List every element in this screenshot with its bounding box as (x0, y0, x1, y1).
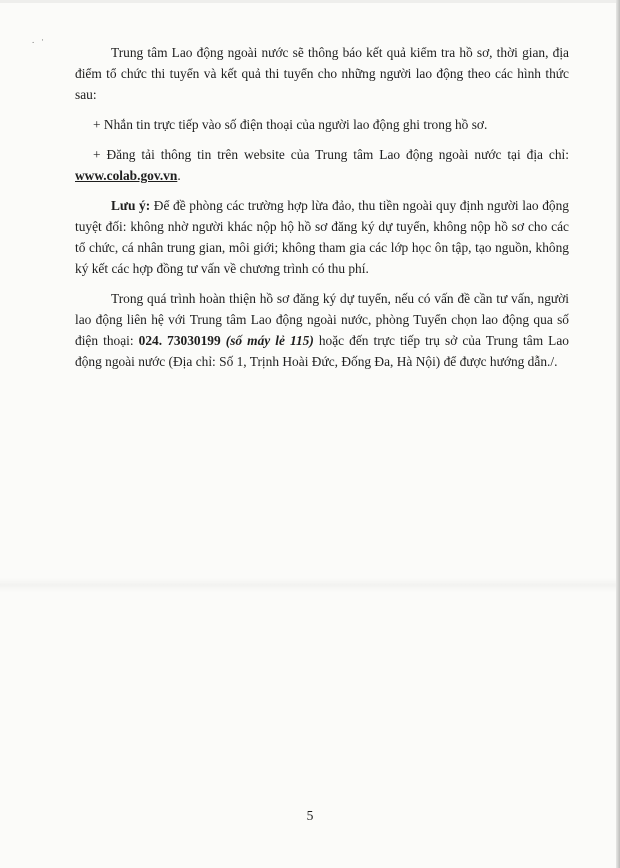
bullet-sms (75, 114, 569, 135)
paper-fold-shadow (0, 578, 616, 592)
contact-text-end: hoặc đến trực tiếp trụ sở của Trung tâm Lao động ngoài nước (Địa chỉ: Số 1, Trịnh Hoài Đức, Đống Đa, Hà Nội) để được hướng dẫn./. (75, 333, 569, 369)
paragraph-contact (75, 288, 569, 372)
paragraph-note (75, 195, 569, 279)
paragraph-notification (75, 42, 569, 105)
document-body (75, 42, 569, 381)
website-link[interactable]: www.colab.gov.vn (75, 168, 178, 183)
bullet-sms-text: + Nhắn tin trực tiếp vào số điện thoại của người lao động ghi trong hồ sơ. (93, 117, 488, 132)
scan-speck-marks: . · (32, 35, 44, 45)
contact-extension: (số máy lẻ 115) (225, 333, 314, 348)
bullet-website (75, 144, 569, 186)
page-number: 5 (306, 808, 314, 823)
note-label: Lưu ý: (111, 198, 151, 213)
bullet-website-text: + Đăng tải thông tin trên website của Trung tâm Lao động ngoài nước tại địa chỉ: (93, 147, 569, 162)
paragraph-notification-text: Trung tâm Lao động ngoài nước sẽ thông báo kết quả kiểm tra hồ sơ, thời gian, địa điểm tổ chức thi tuyển và kết quả thi tuyển cho những người lao động theo các hình thức sau: (75, 45, 569, 102)
contact-phone-number: 024. 73030199 (138, 333, 221, 348)
page-edge-top (0, 0, 620, 3)
bullet-website-end: . (177, 168, 181, 183)
contact-text-start: Trong quá trình hoàn thiện hồ sơ đăng ký dự tuyển, nếu có vấn đề cần tư vấn, người lao động liên hệ với Trung tâm Lao động ngoài nước, phòng Tuyển chọn lao động qua số điện thoại: (75, 291, 569, 348)
page-edge-right (616, 0, 620, 868)
note-text: Để đề phòng các trường hợp lừa đảo, thu tiền ngoài quy định người lao động tuyệt đối: không nhờ người khác nộp hộ hồ sơ đăng ký dự tuyển, không nộp hồ sơ cho các tổ chức, cá nhân trung gian, môi giới; không tham gia các lớp học ôn tập, tạo nguồn, không ký kết các hợp đồng tư vấn về chương trình có thu phí. (75, 198, 569, 276)
